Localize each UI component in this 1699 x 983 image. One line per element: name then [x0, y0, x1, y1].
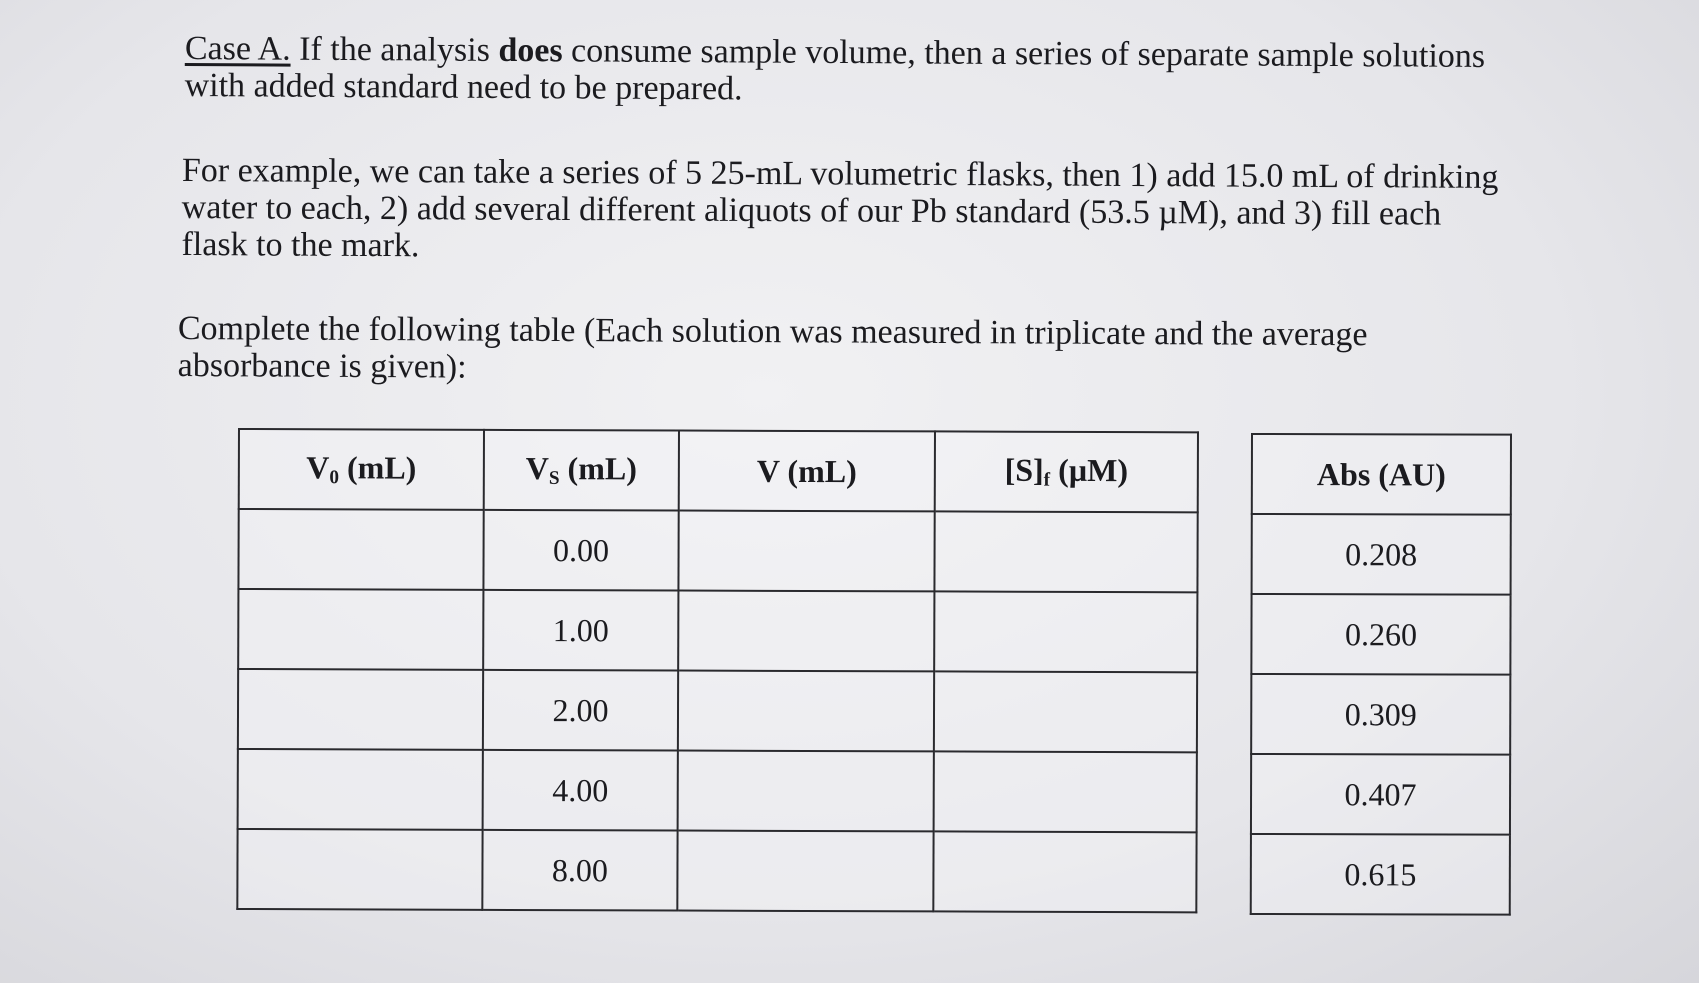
instruction-line-1: Complete the following table (Each solution was measured in triplicate and the average	[177, 310, 1368, 354]
cell-v[interactable]	[678, 751, 934, 832]
cell-v0[interactable]	[238, 749, 483, 830]
case-a-text-rest: consume sample volume, then a series of separate sample solutions	[562, 32, 1486, 75]
cell-v0[interactable]	[237, 829, 482, 910]
abs-row	[1251, 834, 1510, 915]
table-header-row	[239, 429, 1198, 512]
header-sf-unit: (µM)	[1050, 451, 1129, 489]
header-sf-subscript: f	[1043, 469, 1051, 491]
case-a-bold-word: does	[498, 31, 563, 70]
cell-v[interactable]	[678, 591, 934, 672]
abs-row	[1251, 754, 1510, 835]
cell-abs: 0.208	[1252, 514, 1511, 595]
table-row	[238, 589, 1197, 672]
volume-concentration-table	[236, 428, 1199, 913]
cell-v0[interactable]	[238, 589, 483, 670]
cell-sf[interactable]	[934, 511, 1197, 592]
case-a-text-start: If the analysis	[290, 30, 499, 69]
example-line-2: water to each, 2) add several different aliquots of our Pb standard (53.5 µM), and 3) fill each	[181, 188, 1442, 233]
example-line-3: flask to the mark.	[181, 225, 420, 265]
header-v0-symbol: V	[306, 449, 330, 486]
cell-vs: 2.00	[483, 670, 678, 751]
abs-row	[1251, 674, 1510, 755]
cell-sf[interactable]	[934, 591, 1197, 672]
instruction-paragraph	[178, 310, 1368, 390]
header-vs-unit: (mL)	[559, 450, 637, 487]
abs-row	[1252, 514, 1511, 595]
header-sf	[935, 431, 1198, 512]
cell-v[interactable]	[677, 831, 933, 912]
table-row	[238, 669, 1197, 752]
header-abs: Abs (AU)	[1252, 434, 1511, 515]
header-v0-unit: (mL)	[338, 449, 417, 486]
table-row	[238, 509, 1197, 592]
example-paragraph	[181, 152, 1498, 270]
header-v0	[239, 429, 484, 510]
cell-abs: 0.260	[1251, 594, 1510, 675]
cell-v0[interactable]	[238, 669, 483, 750]
cell-abs: 0.615	[1251, 834, 1510, 915]
header-vs-symbol: V	[525, 450, 549, 487]
instruction-line-2: absorbance is given):	[177, 346, 467, 386]
example-line-1: For example, we can take a series of 5 25-mL volumetric flasks, then 1) add 15.0 mL of drinking	[181, 152, 1499, 196]
cell-vs: 1.00	[483, 590, 678, 671]
cell-vs: 4.00	[483, 750, 678, 831]
absorbance-table	[1250, 433, 1512, 916]
cell-vs: 8.00	[482, 830, 677, 911]
cell-sf[interactable]	[933, 831, 1196, 912]
abs-header-row	[1252, 434, 1511, 515]
abs-row	[1251, 594, 1510, 675]
cell-abs: 0.407	[1251, 754, 1510, 835]
header-v: V (mL)	[679, 431, 935, 512]
header-v0-subscript: 0	[329, 467, 340, 489]
cell-sf[interactable]	[934, 671, 1197, 752]
cell-sf[interactable]	[934, 751, 1197, 832]
header-vs-subscript: S	[548, 467, 560, 490]
cell-abs: 0.309	[1251, 674, 1510, 755]
case-a-label: Case A.	[184, 30, 291, 68]
cell-v0[interactable]	[238, 509, 483, 590]
case-a-line-2: with added standard need to be prepared.	[184, 66, 743, 108]
table-row	[238, 749, 1197, 832]
table-row	[237, 829, 1196, 912]
case-a-paragraph	[185, 30, 1486, 112]
cell-vs: 0.00	[483, 510, 678, 591]
cell-v[interactable]	[678, 511, 934, 592]
header-sf-symbol: [S]	[1004, 451, 1044, 488]
header-vs	[484, 430, 679, 511]
cell-v[interactable]	[678, 671, 934, 752]
